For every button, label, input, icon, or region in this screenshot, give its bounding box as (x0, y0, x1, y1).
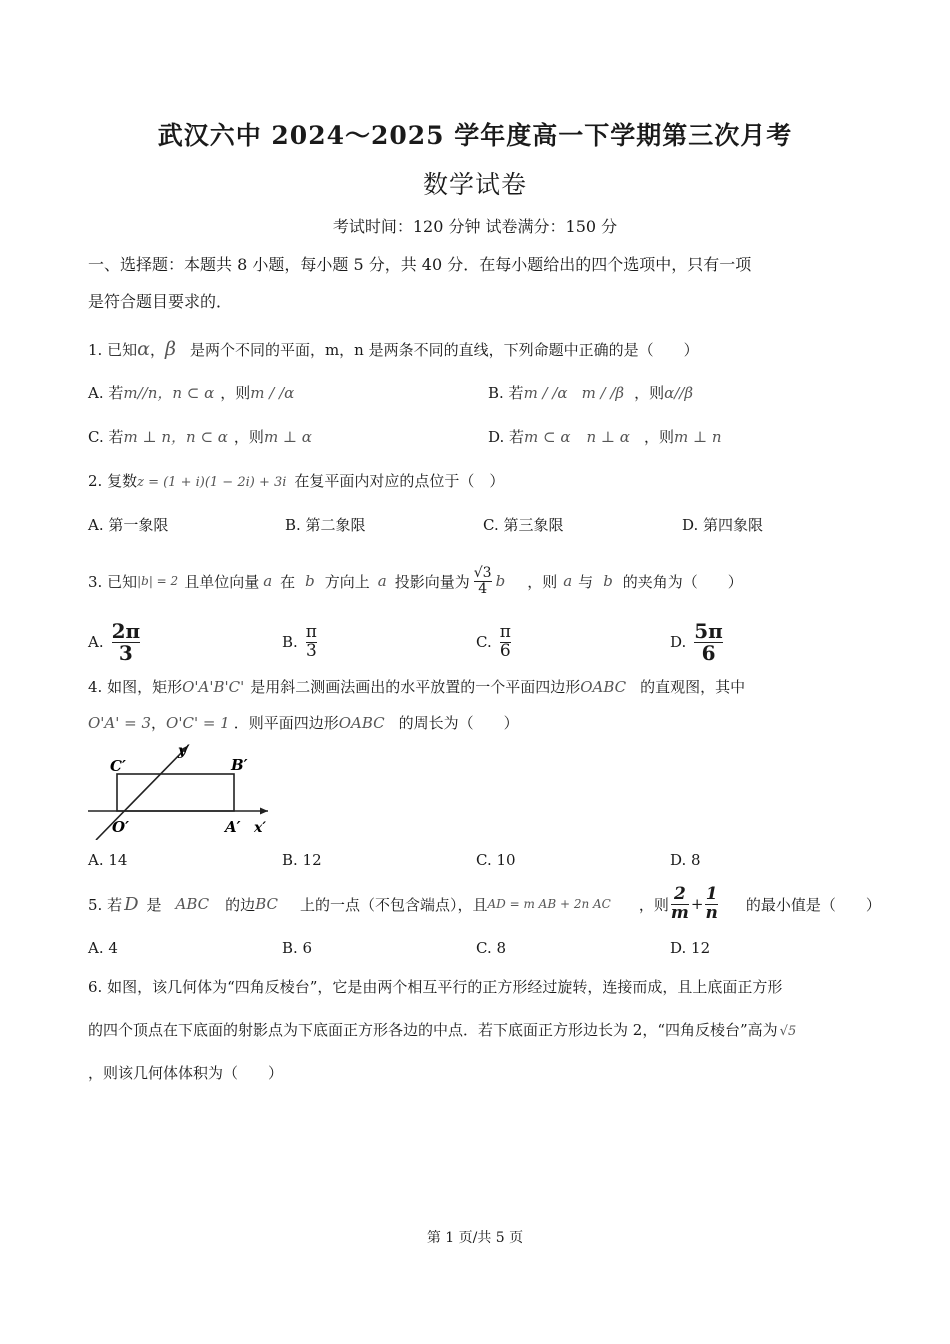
label-b: B′ (231, 756, 248, 774)
fraction-sqrt3-over-4 (474, 566, 492, 596)
fraction-denominator: 3 (305, 640, 317, 661)
vector-b: b (495, 572, 506, 590)
math-expr: m / /α (250, 384, 295, 402)
q1-stem-text: 1. 已知 (88, 341, 138, 359)
option-label: D. (670, 633, 687, 651)
option-text: ，则 (643, 428, 674, 446)
fraction-numerator: π (499, 621, 511, 642)
math-expr: m ⊂ α (524, 428, 571, 446)
math-expr: α//β (664, 384, 694, 402)
q5-text: 是 (146, 895, 162, 914)
math-expr: O'A'B'C' (182, 678, 245, 696)
fraction-denominator: 4 (478, 580, 488, 597)
label-o: O′ (112, 818, 130, 836)
fraction-numerator: π (305, 621, 317, 642)
q4-text: ．则平面四边形 (233, 714, 339, 732)
q5-stem (88, 880, 881, 928)
q4-text: 的周长为（ ） (398, 714, 519, 732)
option-text: ，则 (220, 384, 251, 402)
math-expr: O'C' = 1 (166, 714, 230, 732)
oblique-projection-figure (86, 740, 276, 840)
q5-text: 的边 (225, 895, 256, 914)
q2-stem-rest: 在复平面内对应的点位于（ ） (294, 472, 505, 490)
math-expr: √5 (779, 1024, 797, 1039)
q6-line1: 6. 如图，该几何体为“四角反棱台”，它是由两个相互平行的正方形经过旋转，连接而成，且上底面正方形 (88, 978, 783, 996)
fraction-numerator: 2π (111, 618, 141, 643)
fraction (694, 618, 723, 665)
vector-a: a (263, 572, 273, 590)
q4-stem-text: 4. 如图，矩形 (88, 678, 183, 696)
q4-stem (88, 676, 745, 697)
q1-stem (88, 338, 699, 360)
math-expr: D (124, 893, 139, 915)
math-expr: ABC (175, 895, 210, 913)
q4-text: ， (151, 714, 167, 732)
x-axis-arrow (260, 808, 268, 815)
q5-text: 上的一点（不包含端点），且 (299, 895, 488, 914)
vector-a: a (563, 572, 573, 590)
q3-stem (88, 556, 743, 606)
q1-option-b (488, 382, 693, 403)
q3-text: 与 (578, 572, 594, 591)
q4-option-d: D. 8 (670, 851, 701, 869)
fraction-1-over-n (705, 883, 718, 923)
q4-option-c: C. 10 (476, 851, 516, 869)
math-expr: m / /β (581, 384, 625, 402)
beta-symbol: β (164, 338, 176, 360)
vector-equation: AD = m AB + 2n AC (487, 897, 611, 911)
option-label: B. 若 (488, 384, 524, 402)
fraction-numerator: 1 (705, 883, 718, 904)
q3-text: 的夹角为（ ） (622, 572, 743, 591)
fraction-denominator: 6 (499, 640, 511, 661)
fraction-numerator: 5π (694, 618, 723, 643)
math-expr: |b| = 2 (137, 574, 179, 588)
q5-option-a: A. 4 (88, 939, 118, 957)
option-text: ，则 (233, 428, 264, 446)
exam-title: 武汉六中 2024～2025 学年度高一下学期第三次月考 (157, 121, 793, 150)
q3-option-b (282, 620, 317, 664)
q2-option-b: B. 第二象限 (285, 516, 366, 534)
option-label: D. 若 (488, 428, 525, 446)
q3-option-c (476, 620, 511, 664)
option-label: A. 若 (88, 384, 124, 402)
math-expr: z = (1 + i)(1 − 2i) + 3i (137, 475, 287, 490)
option-label: C. (476, 633, 492, 651)
vector-b: b (603, 572, 613, 590)
q5-text: 的最小值是（ ） (745, 895, 881, 914)
page-number: 第 1 页/共 5 页 (426, 1230, 524, 1246)
math-expr: m ⊥ n (673, 428, 722, 446)
exam-subtitle: 数学试卷 (422, 170, 527, 199)
fraction-numerator: 2 (673, 883, 686, 904)
exam-info: 考试时间：120 分钟 试卷满分：150 分 (332, 217, 618, 236)
section-heading-cont: 是符合题目要求的． (88, 292, 233, 311)
q3-text: 且单位向量 (184, 572, 260, 591)
option-text: ，则 (634, 384, 665, 402)
q6-text: 的四个顶点在下底面的射影点为下底面正方形各边的中点．若下底面正方形边长为 2，“四角反棱台”高为 (88, 1021, 778, 1039)
label-a: A′ (225, 818, 241, 836)
math-expr: n ⊥ α (586, 428, 630, 446)
fraction-2-over-m (670, 883, 689, 923)
label-y: y′ (178, 743, 190, 759)
label-x: x′ (254, 820, 267, 836)
math-expr: m / /α (523, 384, 568, 402)
fraction-denominator: n (705, 902, 718, 923)
math-expr: m ⊥ n (123, 428, 172, 446)
fraction-numerator: √3 (473, 564, 492, 581)
math-expr: m ⊥ α (263, 428, 312, 446)
fraction (111, 618, 141, 665)
math-expr: ，n ⊂ α (171, 428, 228, 446)
option-label: B. (282, 633, 298, 651)
q5-stem-text: 5. 若 (88, 895, 123, 914)
q4-text: 的直观图，其中 (640, 678, 746, 696)
math-expr: OABC (580, 678, 627, 696)
fraction-denominator: 6 (701, 640, 716, 665)
fraction-denominator: 3 (118, 640, 133, 665)
math-expr: OABC (338, 714, 385, 732)
q1-option-c (88, 426, 312, 447)
q1-comma: ， (149, 341, 165, 359)
math-expr: BC (255, 895, 278, 913)
q1-option-a (88, 382, 294, 403)
alpha-symbol: α (137, 338, 150, 360)
q1-option-d (488, 426, 721, 447)
fraction-denominator: m (670, 902, 689, 923)
label-c: C′ (110, 757, 126, 775)
q4-option-b: B. 12 (282, 851, 322, 869)
math-expr: m//n (123, 384, 158, 402)
math-expr: O'A' = 3 (88, 714, 152, 732)
q5-option-c: C. 8 (476, 939, 507, 957)
option-label: C. 若 (88, 428, 124, 446)
fraction (305, 621, 317, 661)
vector-b: b (305, 572, 315, 590)
q3-text: ，则 (527, 572, 558, 591)
q4-text: 是用斜二测画法画出的水平放置的一个平面四边形 (250, 678, 581, 696)
fraction (499, 621, 511, 661)
q5-option-d: D. 12 (670, 939, 711, 957)
q6-line2 (88, 1019, 796, 1040)
q4-stem-line2 (88, 712, 519, 733)
q4-option-a: A. 14 (88, 851, 128, 869)
q2-option-c: C. 第三象限 (483, 516, 564, 534)
q3-text: 投影向量为 (394, 572, 470, 591)
section-heading: 一、选择题：本题共 8 小题，每小题 5 分，共 40 分．在每小题给出的四个选项中，只有一项 (88, 255, 752, 274)
rectangle-oabc (117, 774, 234, 811)
option-label: A. (88, 633, 104, 651)
q2-option-a: A. 第一象限 (88, 516, 169, 534)
q2-stem (88, 470, 504, 491)
q3-option-a (88, 620, 140, 664)
q2-stem-text: 2. 复数 (88, 472, 138, 490)
q3-text: 方向上 (324, 572, 370, 591)
q3-option-d (670, 620, 723, 664)
q2-option-d: D. 第四象限 (682, 516, 764, 534)
plus-sign: + (690, 895, 704, 913)
q1-stem-rest: 是两个不同的平面，m，n 是两条不同的直线，下列命题中正确的是（ ） (189, 341, 699, 359)
q3-text: 在 (280, 572, 296, 591)
q5-text: ，则 (638, 895, 669, 914)
vector-a: a (377, 572, 387, 590)
q5-option-b: B. 6 (282, 939, 313, 957)
math-expr: ，n ⊂ α (157, 384, 215, 402)
q6-line3: ，则该几何体体积为（ ） (88, 1064, 284, 1082)
q3-stem-text: 3. 已知 (88, 572, 138, 591)
